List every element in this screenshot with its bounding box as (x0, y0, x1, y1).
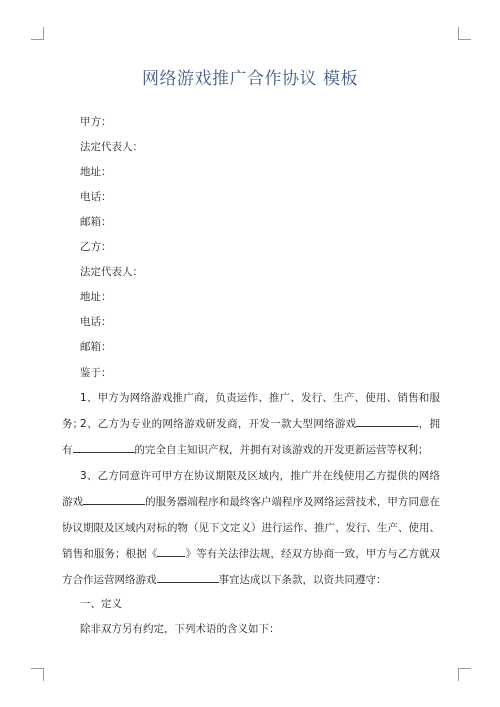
blank-line (83, 494, 145, 505)
party-b-label: 乙方： (80, 241, 112, 253)
clause-2-text-b: ，拥有 (62, 418, 440, 456)
party-a-label: 甲方： (80, 116, 112, 128)
blank-line (73, 442, 135, 453)
crop-mark-top-right (458, 27, 471, 40)
party-b-email: 邮箱： (80, 341, 112, 353)
whereas-label: 鉴于： (80, 367, 112, 379)
document-title: 网络游戏推广合作协议 模板 (142, 69, 358, 89)
party-b-address: 地址： (80, 291, 112, 303)
clause-3-text-a: 3、乙方同意许可甲方在协议期限及区域内，推广并在线使用乙方提供的网络游戏 (62, 470, 440, 508)
clause-3-text-c: 》等有关法律法规，经双方协商一致，甲方与乙方就双方合作运营网络游戏 (62, 548, 441, 586)
clause-2 (62, 411, 440, 463)
clause-2-text-a: 2、乙方为专业的网络游戏研发商，开发一款大型网络游戏 (80, 418, 357, 430)
party-b-legal-rep: 法定代表人： (80, 266, 143, 278)
section-1-heading: 一、定义 (80, 598, 122, 610)
party-b-phone: 电话： (80, 316, 112, 328)
blank-line (356, 416, 418, 427)
clause-1-text: 1、甲方为网络游戏推广商，负责运作、推广、发行、生产、使用、销售和服务； (62, 392, 440, 430)
party-a-legal-rep: 法定代表人： (80, 141, 143, 153)
definitions-intro: 除非双方另有约定，下列术语的含义如下： (80, 623, 280, 635)
clause-3-text-b: 的服务器端程序和最终客户端程序及网络运营技术，甲方同意在协议期限及区域内对标的物（见下文定义）进行运作、推广、发行、生产、使用、销售和服务；根据《 (62, 496, 441, 560)
blank-line (157, 572, 219, 583)
clause-2-text-c: 的完全自主知识产权，并拥有对该游戏的开发更新运营等权利； (134, 444, 429, 456)
crop-mark-top-left (31, 27, 44, 40)
crop-mark-bottom-left (31, 668, 44, 681)
party-a-phone: 电话： (80, 191, 112, 203)
blank-line (157, 546, 185, 557)
party-a-email: 邮箱： (80, 216, 112, 228)
clause-3-text-d: 事宜达成以下条款，以资共同遵守： (218, 574, 387, 586)
crop-mark-bottom-right (458, 668, 471, 681)
clause-3 (62, 463, 440, 593)
party-a-address: 地址： (80, 166, 112, 178)
